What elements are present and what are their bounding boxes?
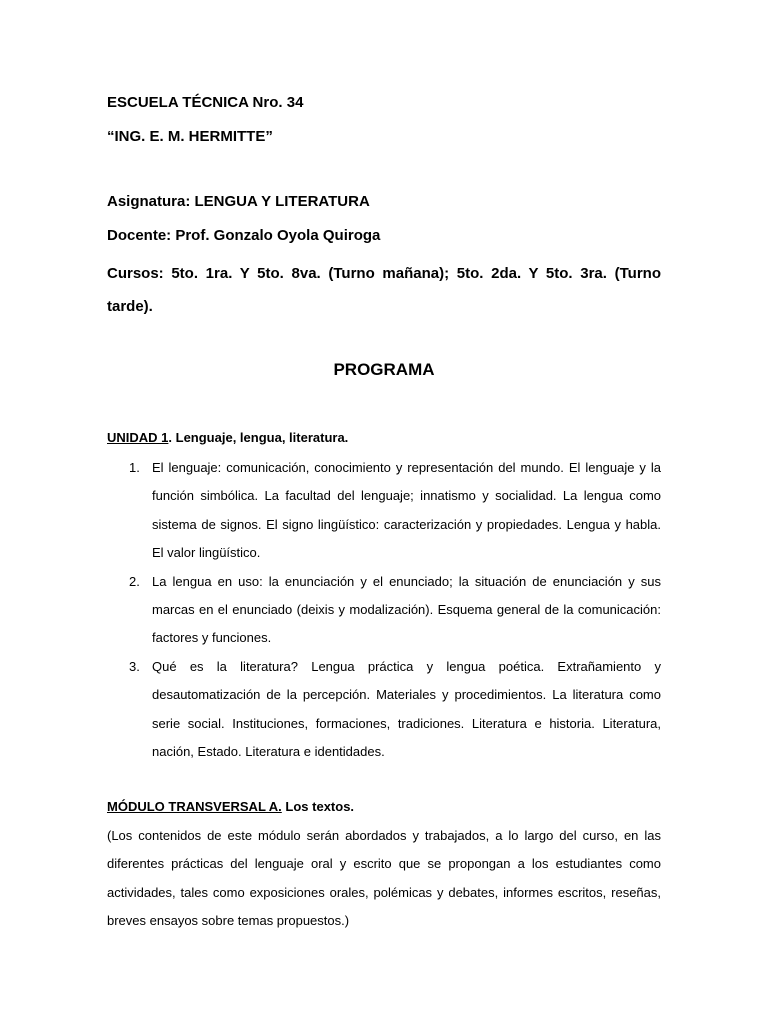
- module-a-heading: [107, 797, 354, 817]
- list-item-number: 3.: [129, 658, 140, 674]
- courses-line: Cursos: 5to. 1ra. Y 5to. 8va. (Turno mañana); 5to. 2da. Y 5to. 3ra. (Turno tarde).: [107, 265, 661, 315]
- unit-1-heading: [107, 428, 348, 448]
- subject-line: Asignatura: LENGUA Y LITERATURA: [107, 193, 370, 210]
- list-item-text: La lengua en uso: la enunciación y el enunciado; la situación de enunciación y sus marcas en el enunciado (deixis y modalización). Esquema general de la comunicación: factores y funciones.: [152, 573, 661, 646]
- list-item-number: 1.: [129, 460, 140, 475]
- module-a-description: (Los contenidos de este módulo serán abordados y trabajados, a lo largo del curso, en las diferentes prácticas del lenguaje oral y escrito que se propongan a los estudiantes como actividades, tales como exposiciones orales, polémicas y debates, informes escritos, reseñas, breves ensayos sobre temas propuestos.): [107, 828, 661, 929]
- list-item: [129, 653, 661, 767]
- list-item-number: 2.: [129, 573, 140, 589]
- module-a-title: Los textos.: [281, 799, 355, 814]
- teacher-line: Docente: Prof. Gonzalo Oyola Quiroga: [107, 227, 381, 244]
- module-a-label: MÓDULO TRANSVERSAL A.: [107, 799, 282, 814]
- unit-1-title: . Lenguaje, lengua, literatura.: [168, 430, 349, 445]
- list-item: [129, 454, 661, 568]
- list-item-text: El lenguaje: comunicación, conocimiento y representación del mundo. El lenguaje y la función simbólica. La facultad del lenguaje; innatismo y socialidad. La lengua como sistema de signos. El signo lingüístico: caracterización y propiedades. Lengua y habla. El valor lingüístico.: [152, 460, 661, 561]
- school-subtitle: “ING. E. M. HERMITTE”: [107, 128, 273, 145]
- unit-1-list: [107, 454, 661, 766]
- list-item-text: Qué es la literatura? Lengua práctica y lengua poética. Extrañamiento y desautomatización de la percepción. Materiales y procedimientos. La literatura como serie social. Instituciones, formaciones, tradiciones. Literatura e historia. Literatura, nación, Estado. Literatura e identidades.: [152, 658, 661, 760]
- document-title: PROGRAMA: [333, 360, 435, 379]
- list-item: [129, 568, 661, 653]
- school-name: ESCUELA TÉCNICA Nro. 34: [107, 94, 304, 111]
- unit-1-label: UNIDAD 1: [107, 430, 169, 445]
